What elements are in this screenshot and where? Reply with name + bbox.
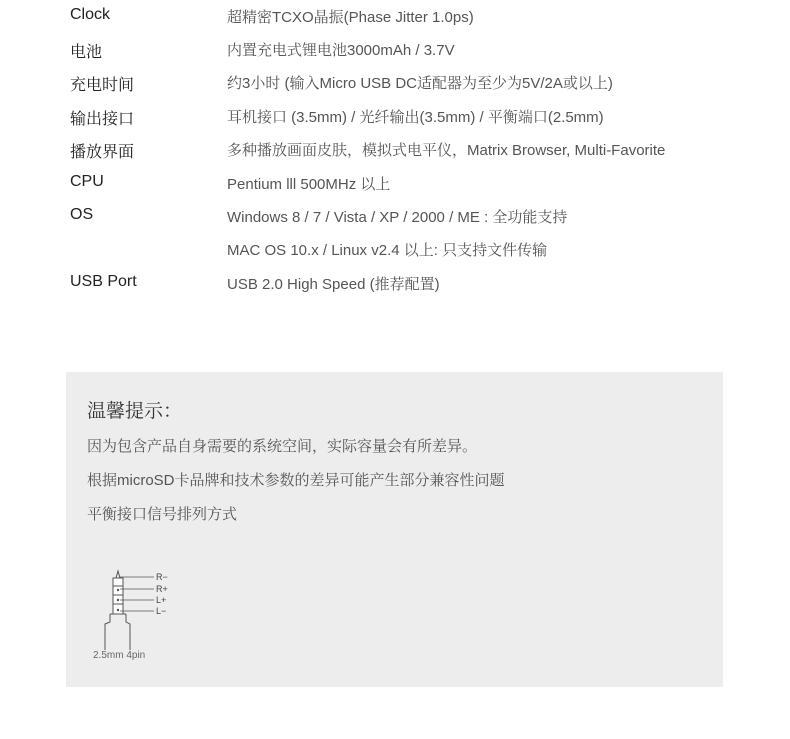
spec-row-output-ports — [0, 100, 790, 133]
pin-label: L− — [156, 606, 167, 616]
notice-panel — [66, 372, 723, 687]
spec-label: CPU — [70, 173, 104, 190]
jack-caption: 2.5mm 4pin — [93, 650, 146, 661]
notice-line: 平衡接口信号排列方式 — [87, 506, 238, 523]
jack-plug-icon — [84, 566, 204, 656]
spec-row-play-interface — [0, 133, 790, 166]
spec-value: 多种播放画面皮肤，模拟式电平仪，Matrix Browser, Multi-Favorite — [227, 142, 666, 159]
spec-label: 充电时间 — [70, 77, 135, 94]
notice-title: 温馨提示： — [87, 401, 183, 422]
spec-row-clock — [0, 0, 790, 33]
spec-row-os — [0, 200, 790, 233]
spec-label: 电池 — [70, 44, 103, 61]
spec-label: OS — [70, 206, 94, 223]
spec-value: 内置充电式锂电池3000mAh / 3.7V — [227, 42, 455, 59]
spec-value: Pentium lll 500MHz 以上 — [227, 176, 391, 193]
spec-value: Windows 8 / 7 / Vista / XP / 2000 / ME : 全功能支持 — [227, 209, 568, 226]
spec-row-cpu — [0, 167, 790, 200]
notice-line: 根据microSD卡品牌和技术参数的差异可能产生部分兼容性问题 — [87, 472, 505, 489]
pin-label: R+ — [156, 584, 168, 594]
spec-row-charge-time — [0, 66, 790, 99]
pin-label: R− — [156, 572, 168, 582]
spec-row-os-continued — [0, 233, 790, 266]
spec-label: USB Port — [70, 273, 137, 290]
spec-value: 耳机接口 (3.5mm) / 光纤输出(3.5mm) / 平衡端口(2.5mm) — [227, 109, 604, 126]
pin-label: L+ — [156, 595, 167, 605]
notice-line: 因为包含产品自身需要的系统空间，实际容量会有所差异。 — [87, 438, 478, 455]
spec-value: 约3小时 (输入Micro USB DC适配器为至少为5V/2A或以上) — [227, 75, 613, 92]
spec-value: 超精密TCXO晶振(Phase Jitter 1.0ps) — [227, 9, 474, 26]
spec-row-usb-port — [0, 267, 790, 300]
spec-row-battery — [0, 33, 790, 66]
spec-label: Clock — [70, 6, 111, 23]
spec-label: 输出接口 — [70, 111, 135, 128]
balanced-jack-diagram — [84, 566, 204, 671]
spec-value: MAC OS 10.x / Linux v2.4 以上: 只支持文件传输 — [227, 242, 548, 259]
spec-label: 播放界面 — [70, 144, 135, 161]
spec-value: USB 2.0 High Speed (推荐配置) — [227, 276, 440, 293]
